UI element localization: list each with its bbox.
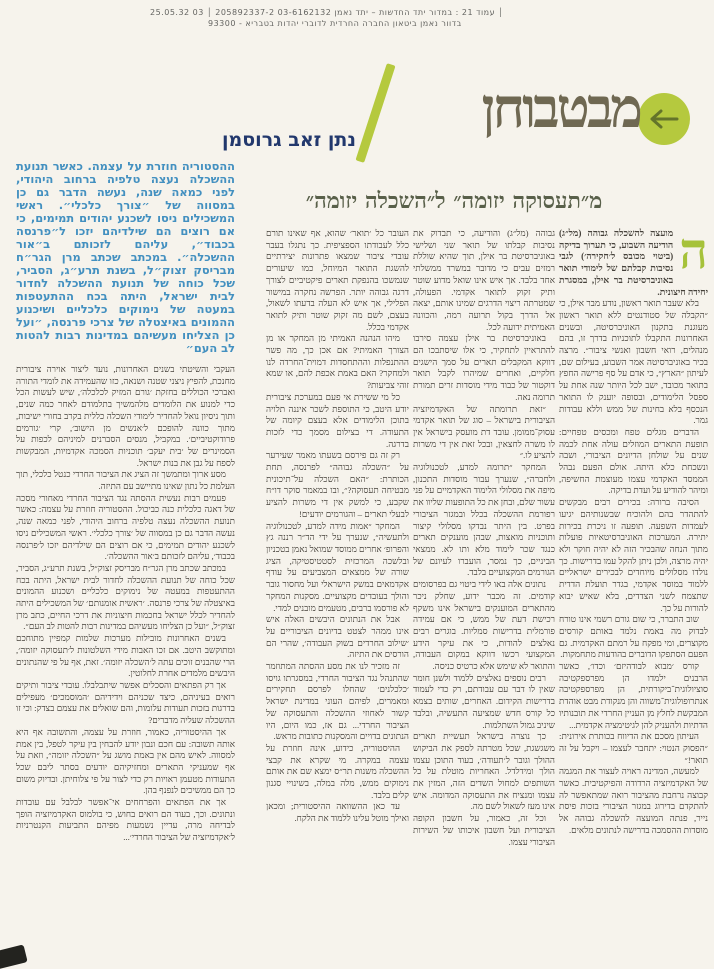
paragraph: הדברים מגלים טפח ומכסים טפחיים: תופעת התארים המוזלים עולה אחת לכמה שנים על שולחן הדיונים הציבורי, ושבה ונשכחת כלא היתה. אולם הפעם נבהל הממסד האקדמי עצמו מעוצמת החשיפה, ומיהר להודיע על ועדת בדיקה. — [559, 426, 708, 496]
green-slash-divider — [355, 63, 395, 163]
paragraph: רק זה גם פירסם בשעתו מאמר שעירער על ״השכלה גבוהה״ לפרנסה, תחת הכותרת: ״האם השכלה על־תיכונית מבטיחה תעסוקה?״, ובו במאמר סוקר דו״ח שקבע, כי למשק אין די משרות להציע לבעלי תארים – והגורמים יודעים! — [266, 450, 409, 519]
paragraph: קורס ׳מבוא לבודהיזם׳ וכדו׳, כאשר הרבנים ילמדו הן מפרספקטיבה סוציולוגית־ביקורתית, הן מפרספקטיבה אנתרופולוגית־משווה והן מנקודת מבט אוהדת המבקשת לחלץ מן העניין החרדי את תובנותיו הדתיות ולהעניק להן לגיטימציה אקדמית... — [559, 661, 708, 730]
paragraph: אבל את הנתונים היבשים האלה איש אינו ממהר לצטט בדיונים הציבוריים על ׳שילוב החרדים בשוק העבודה׳, שהרי הם הורסים את התיזה. — [266, 614, 409, 660]
paragraph: ״זאת תרומתה של האקדמיזציה הציבורית בישראל – סוג של תואר אקדמי עסוק־ממומן. עובד דת מועסק בישראל אין לו משרה לחצאין, ובכל זאת אין די משרות להציע לו.״ — [413, 403, 555, 461]
paragraph: כך נוצרה בישראל תעשיית תארים משגשגת, שכל מטרתה לספק את הביקוש ההולך וגובר ל׳תעודה׳, בעוד התוכן עצמו הולך ומידלדל. האחריות מוטלת על כל השותפים למחול השדים הזה, המזין את עצמו ומנציח את התעסוקה המדומה. איש אינו מעז לשאול לשם מה. — [413, 731, 555, 812]
column-title: מבטבוחן — [481, 75, 640, 140]
paragraph: אך רק הפתאים והסכלים אפשר שיתבלבלו. עובדי ציבור ותיקים רואים בעיניהם, כיצד שכניהם וידידיהם ׳המוסמכים׳ מעפילים בדרגות בזכות תעודות עלומות, והם שואלים את עצמם בצדק: וכי זו ההשכלה שעליה מדברים? — [16, 679, 235, 726]
paragraph: זה מזכיר לנו את מסע ההסתה המתוזמר שהתנהל נגד הציבור החרדי, במסגרתו גויסו ׳כלכלנים׳ שהחלו לפרסם תחקירים ומאמרים, לפיהם העוני במדינת ישראל קשור לאחוזי ההשכלה והתעסוקה של הציבור החרדי... גם אז, כמו היום, היו הנתונים בדויים והמסקנות כתובות מראש. — [266, 661, 409, 742]
paragraph: אך ההיסטוריה, כאמור, חוזרת על עצמה, והתשובה אף היא אותה תשובה: עם חכם ונבון יודע להבחין בין עיקר לטפל, בין אמת למסווה. לאיש מהם אין באמת מושג על ״השכלה יזומה״, וזאת על אף שמעניקי התארים ומחזיקיהם יודעים בסתר ליבם שכל התעודות מטעמן ראויות רק כדי לצור על פי צלוחיתן. ובדיוק משום כך הם ממשיכים לנפנף בהן. — [16, 726, 235, 796]
author-byline: נתן זאב גרוסמן — [221, 129, 356, 151]
paragraph: שוב התברר, כי שום גורם רשמי אינו טורח לבדוק מה באמת נלמד באותם קורסים מקוצרים, ומי מפקח על רמתם האקדמית. גם הפעם הסתפקו הדוברים בהודעות מתחמקות. — [559, 614, 708, 660]
pull-quote: ההסטוריה חוזרת על עצמה. כאשר תנועת ההשכלה נעצה טלפיה ברחוב היהודי, לפני כמאה שנה, נעשה הדבר גם כן במסווה של ״צורך כלכלי״. ראשי המשכילים ניסו לשכנע יהודים תמימים, כי אם רוצים הם שילדיהם יזכו ל״פרנסה בכבוד״, עליהם לזכותם ב״אור ההשכלה״. במכתב שכתב מרן הגר״ח מבריסק זצוק״ל, בשנת תרע״ג, הסביר, שכל כוחה של תנועת ההשכלה לחדור לבית ישראל, היתה בכח ההתעטפות במעטה של נימוקים כלכליים ושיכנוע ההמונים באיצטלה של צרכי פרנסה, ״ועל כן הצליחו מעשיהם במדינות רבות להטות לב העם״ — [16, 160, 235, 355]
article-headline: מ״תעסוקה יזומה״ ל״השכלה יזומה״ — [305, 188, 603, 214]
paragraph: למעשה, המדינה ראויה לעצור את המגמה של האקדמיזציה הרדודה והפיקטיבית. כאשר קבוצה נרחבת מהציבור רואה שמתאפשר לה להתקדם בדירוג במגזר הציבורי בזכות פיסת נייר, פנתה המועצה להשכלה גבוהה אל מוסדות ההסמכה בדרישה לנתונים מלאים. — [559, 766, 708, 835]
body-column-4-wide — [16, 160, 235, 966]
paragraph: המחקר ״אמות מידה למדע, לטכנולוגיה ולתעשיה״, שנערך על ידי הד״ר רננה גץ והפרופ׳ אחרים ממוסד שמואל נאמן בטכניון ובלשכה המרכזית לסטטיסטיקה, הציג שורה של ממצאים המצביעים על עודף אקדמאים במשק הישראלי ועל מחסור גובר והולך בעובדים מקצועיים. מסקנות המחקר לא פורסמו ברבים, מטעמים מובנים למדי. — [266, 520, 409, 613]
paragraph: באוניברסיטת בר אילן עצמה סירבו להתראיין לתחקיר, כי אלו שיסתבכו הם דווקא המקבלים תארים על סמך הישגים חלקיים, ואחרים שמיהרו לקבל תואר דוקטור של כבוד מידי מוסדות זרים תמורת תרומה נאה. — [413, 333, 555, 402]
paragraph: בשנים האחרונות מובילות מערכות שלמות קמפיין מתוחכם ומתוקשב היטב. אם זכו האבות מידי השלטונות ל׳תעסוקה יזומה׳, הרי שהבנים זוכים עתה ל׳השכלה יזומה׳. זאת, אף על פי שהנתונים היבשים מלמדים אחרת לחלוטין. — [16, 633, 235, 679]
body-column-2 — [413, 228, 555, 966]
paragraph: מיהו הנהנה האמיתי מן המחקר או מן הצורך האמיתי? אם אכן כך, מה פשר ההתנפלות וההתחסדות דמוית־החרדה לנו ולמחקר? האם באמת אכפת להם, או שמא זוהי צביעות? — [266, 333, 409, 391]
drop-cap: ה — [679, 228, 708, 280]
paragraph: העיתון מסכם את הדיווח בכותרת אירונית: ״הפסוק הנטוי: יתחבר לעצמו – ויקבל על זה תואר!״ — [559, 731, 708, 765]
fax-header — [150, 7, 710, 29]
body-column-1 — [559, 228, 708, 966]
paragraph: במכתב שכתב מרן הגר״ח מבריסק זצוק״ל, בשנת תרע״ג, הסביר, שכל כוחה של תנועת ההשכלה לחדור לבית ישראל, היתה בכח ההתעטפות במעטה של נימוקים כלכליים ושכנוע ההמונים באיצטלה של צרכי פרנסה. ׳ראשית אומנותם׳ של המשכילים היתה להחדיר לכלל ישראל בחכמות חיצוניות את דרכי החיים, כתב מרן זצוק״ל, ״ועל כן הצליחו מעשיהם במדינות רבות להטות לב העם״. — [16, 562, 235, 632]
fax-header-line1: 25.05.32 03 │ עמוד 21 : במדור יתד החדשות – יתד נאמן 03-6162132 205892337-2 │ — [150, 8, 504, 17]
paragraph: העקבי והשיטתי בשנים האחרונות, נועד ליצור אוירה ציבורית מחנכת, להפיץ ניצני שטנה ושנאה, כזו שהעמידה את לומדי התורה ואברכי הכוללים בחזקת ׳גורם המזיק לכלכלה׳, שיש לעשות הכל כדי למנוע את הלומדים מלהמשיך בתלמודם לאחר כמה שנים, ותוך ניסיון נואל להחדיר לימודי השכלה כללית בקרב בחורי ישיבות, מתוך כוונה להופכם ל׳אנשים מן הישוב׳, קרי ׳גורמים פרודוקטיביים׳. במקביל, מנסים הסברנים למיניהם לכפות על הסמינרים של ׳בית יעקב׳ תוכניות הסמכה אקדמיות, המבקשות לספח על גבן את בנות ישראל. — [16, 364, 235, 468]
paragraph: עד כאן ההשוואה ההיסטורית; ומכאן ואילך מוטל עלינו ללמוד את הלקח. — [266, 801, 409, 824]
paragraph: ההיסטוריה, כידוע, אינה חוזרת על עצמה במקרה. מי שקרא את קבצי ההשכלה משנות תר״ס ימצא שם את אותם נימוקים ממש, מלה במלה, בשינויי סגנון קלים בלבד. — [266, 742, 409, 800]
paragraph: העובר כל ׳תואר׳ שהוא, אף שאינו תורם כלל לעבודתו הספציפית. כך נתגלו בעבר עובדי ציבור שמצאו פתרונות יצירתיים להשגת התואר המיוחל, כמו שיעורים שנמשכו בהנפקת תארים פיקטיביים לצורך דרגה גבוהה יותר. הפרשה נחקרה במישור הפלילי, אך איש לא העלה בדעתו לשאול, בעצם, לשם מה זקוק שוטר ותיק לתואר אקדמי בכלל. — [266, 228, 409, 332]
paragraph: פעמים רבות נעשית ההסתה נגד הציבור החרדי מאחורי מסכה של דאגה כלכלית כנה כביכול. ההסטוריה חוזרת על עצמה: כאשר תנועת ההשכלה נעצה טלפיה ברחוב היהודי, לפני כמאה שנה, נעשה הדבר גם כן במסווה של ׳צורך כלכלי׳. ראשי המשכילים ניסו לשכנע יהודים תמימים, כי אם רוצים הם שילדיהם יזכו ל׳פרנסה בכבוד׳, עליהם לזכותם ב׳אור ההשכלה׳. — [16, 492, 235, 562]
paragraph: נתונים אלה באו לידי ביטוי גם בפרסומים קודמים. זה מכבר ידוע, שחלק ניכר מהתארים המוענקים בישראל אינו משקף רכישת דעת של ממש, כי אם עמידה פורמלית בדרישות סמליות. בוגרים רבים נאלצים להודות, כי את עיקר הידע המקצועי רכשו דווקא במקום העבודה, והתואר לא שימש אלא כרטיס כניסה. — [413, 579, 555, 672]
paragraph: הסיבה ברורה: בכירים רבים מבקשים להתהדר בהם ולהוכיח שבשנותיהם יגיעו לעמדות השפעה. תופעה זו ניכרת בכירות יתירה. המערכות האוניברסיטאיות פועלות מתוך הנחה שהבכיר הזה לא יהיה חוקר ולא יהיה מרצה, ולכן ניתן להקל עמו בדרישות. כך נולדו מסלולים מיוחדים לבכירים ישראליים ללמוד במוסד אקדמי, בגדר תועלת הדדית שתצמח לשני הצדדים, בלא שאיש יבוא להורות על כך. — [559, 497, 708, 613]
paragraph: גבוהה (מל״ג) והודיעה, כי תבדוק את נסיבות קבלתו של תואר שני ושלישי באוניברסיטת בר אילן, תוך שהיא שוללת רמזים עבים כי מדובר במשרד ממשלתי אחד בלבד. אך איש אינו שואל מדוע שוטר ותיק זקוק לתואר אקדמי. הפעולה, שמטרתה ריצוי הדרגים שמינו אותם, יצאה אל הדרך בקול תרועה רמה, והכוונה האמיתית ידועה לכל. — [413, 228, 555, 332]
paragraph: וכל זה, כאמור, על חשבון הקופה הציבורית ועל חשבון איכותו של השירות הציבורי עצמו. — [413, 813, 555, 847]
paragraph: כל מי ששירת אי פעם במערכת ציבורית יודע היטב, כי התוספת לשכר איננה תלויה בתוכן הלימודים אלא בעצם קיומה של התעודה. די בצילום מסמך כדי לזכות בדרגה. — [266, 391, 409, 449]
paragraph: בלא שעבר תואר ראשון, נודע מבר אילן, כי ״הקבלה של סטודנטים ללא תואר ראשון מעוגנת בתקנון האוניברסיטה, ובשנים האחרונות התקבלו לתוכניות בדרך זו, בהם מנהלים, רואי חשבון ואנשי ציבור״. מרצה בכיר באוניברסיטה אמר השבוע, בעילום שם, לעיתון ״הארץ״, כי אדם על סף פרישה החפץ בתואר מכובד, ישב לכל היותר שנה אחת על ספסל הלימודים, ובסופה יוענק לו התואר הנכסף בלא בחינות של ממש וללא עבודות גמר. — [559, 298, 708, 426]
paragraph: מסע ארוך ומתמשך זה הציג את הציבור החרדי כנטל כלכלי, תוך העלמת כל נתון שאינו מתיישב עם התיזה. — [16, 469, 235, 492]
fax-header-line2: 93300 - בדוור נאמן ביטאון החברה החרדית לדוברי יהדות בטבריא — [208, 19, 462, 28]
lede-paragraph: מועצה להשכלה גבוהה (מל״ג) הודיעה השבוע, כי תערוך בדיקה (ביטוי מכובס ל׳חקירה׳) לגבי נסיבות קבלתם של לימודי תואר באוניברסיטת בר אילן, במסגרת יחידה חיצונית. — [559, 228, 708, 297]
body-column-3 — [266, 228, 409, 966]
paragraph: המחקר ״תרומה למדע, לטכנולוגיה ולחברה״, שנערך עבור מוסדות התכנון, מיפה את מסלולי הלימוד האקדמיים על פני עשור שלם, ובחן את כל התופעות שליוו את רפורמת ההשכלה בכלל ובמגזר הציבורי בפרט. בין היתר נבדקו מסלולי קיצור ותוכניות מואצות, שבהן מוענקים תארים כנגד שכר לימוד מלא ותו לא. ממצאי הביניים, כך נמסר, הועברו לעיונם של הגורמים המקצועיים בלבד. — [413, 462, 555, 578]
paragraph: רבים נוספים נאלצים ללמוד ולשנן חומר שאין לו דבר עם עבודתם, רק כדי לעמוד בדרישות הקידום. האחרים, שותים בצמא כל קורס חדש שמציעה התעשיה, ובלבד שיניב גמול השתלמות. — [413, 672, 555, 730]
paragraph: אך את הפתאים והפרחחים אי־אפשר לבלבל עם עובדות ונתונים. וכך, בעוד הם רואים בחוש, כי בולמוס האקדמיזציה הופך לבדיחה מרה, עדיין נשמעות מפיהם התביעות הקנטרניות ל׳אקדמיזציה של הציבור החרדי׳... — [16, 797, 235, 843]
arrow-left-circle-icon — [637, 92, 691, 146]
